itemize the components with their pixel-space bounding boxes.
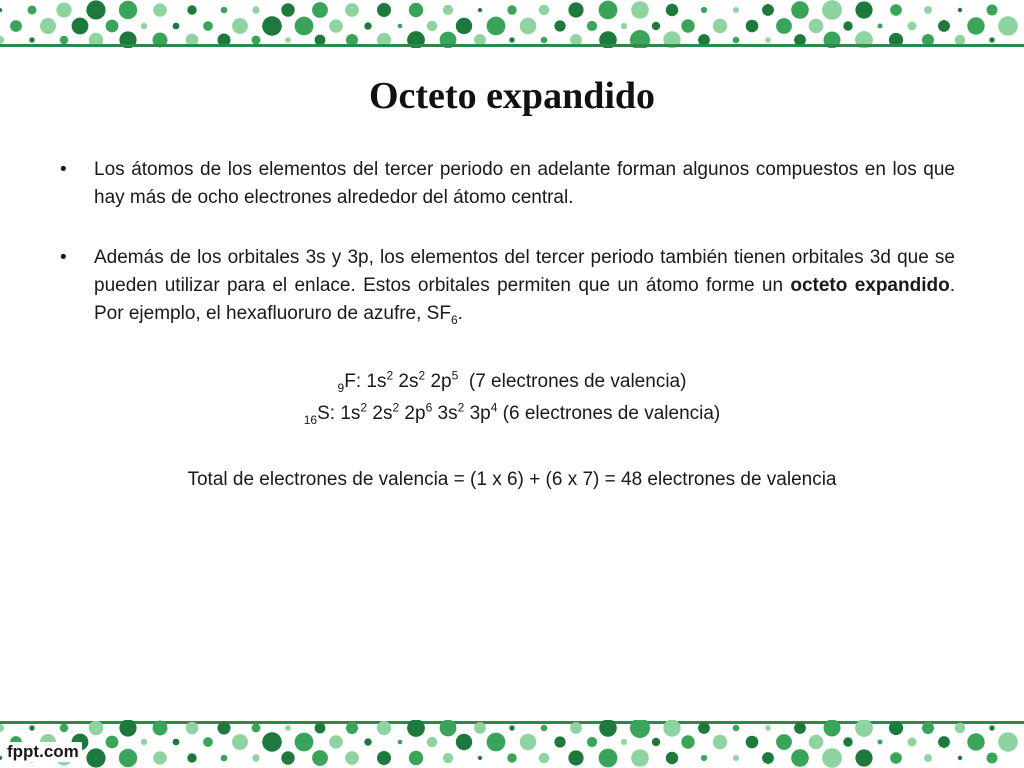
decor-dot [221,755,228,762]
decor-dot [153,751,167,765]
decor-dot [509,725,514,730]
decor-dot [822,0,842,20]
fluorine-atomic-number: 9 [337,380,345,395]
slide-title: Octeto expandido [368,75,656,117]
decor-dot [621,739,627,745]
decor-dot [733,755,739,761]
decor-dot [329,735,343,749]
decor-dot [173,739,180,746]
decor-dot [285,725,291,731]
decor-dot [652,738,660,746]
decor-dot [89,721,104,736]
decor-dot [541,37,548,44]
fluorine-exp-2: 2 [418,368,426,383]
decor-dot [345,751,359,765]
bullet-2-text: Además de los orbitales 3s y 3p, los elementos del tercer periodo también tienen orbitales 3d que se pueden utilizar para el enlace. Estos orbitales permiten que un átomo forme un [94,247,955,296]
sulfur-configuration [0,400,1024,428]
decor-dot [10,20,22,32]
decor-dot [570,722,582,734]
decor-dot [713,735,727,749]
decor-dot [989,37,994,42]
decor-dot [72,18,89,35]
decor-dot [791,749,809,767]
sf6-subscript: 6 [450,312,458,327]
decor-dot [822,748,842,768]
sulfur-exp-3: 6 [425,400,433,415]
decor-dot [398,24,403,29]
decor-dot [666,752,678,764]
decor-dot [262,732,282,752]
decor-dot [924,6,932,14]
decor-dot [989,725,994,730]
brand-logo: fppt.com [4,742,82,762]
decor-dot [60,36,68,44]
bottom-dot-band [0,720,1024,768]
decor-dot [364,22,371,29]
decor-dot [440,720,457,736]
decor-dot [456,18,472,34]
decor-dot [329,19,343,33]
decor-dot [377,3,391,17]
decor-dot [520,734,537,751]
decor-dot [631,749,649,767]
bullet-dot: • [60,159,67,180]
decor-dot [568,2,583,17]
decor-dot [762,4,774,16]
decor-dot [153,721,168,736]
bullet-1-text: Los átomos de los elementos del tercer periodo en adelante forman algunos compuestos en los que hay más de ocho electrones alrededor del átomo central. [94,159,955,208]
decor-dot [621,23,627,29]
sulfur-orbital-5: 3p [464,403,491,424]
total-valence-line: Total de electrones de valencia = (1 x 6) + (6 x 7) = 48 electrones de valencia [187,469,837,490]
decor-dot [232,734,248,750]
decor-dot [487,733,506,752]
decor-dot [890,752,902,764]
decor-dot [889,721,903,735]
decor-dot [762,752,774,764]
decor-dot [855,749,872,766]
decor-dot [587,737,597,747]
decor-dot [987,5,998,16]
decor-dot [878,740,883,745]
decor-dot [119,720,136,737]
decor-dot [443,753,453,763]
decor-dot [364,738,371,745]
decor-dot [186,722,199,735]
decor-dot [776,18,792,34]
decor-dot [924,754,932,762]
sulfur-orbital-2: 2s [367,403,393,424]
decor-dot [520,18,537,35]
bullet-2-bold: octeto expandido [790,275,950,296]
decor-dot [456,734,472,750]
decor-dot [141,739,147,745]
fluorine-exp-1: 2 [386,368,394,383]
decor-dot [312,750,328,766]
decor-dot [599,720,617,737]
bullet-2-text-cont: . Por ejemplo, el hexafluoruro de azufre, SF [94,275,955,324]
decor-dot [218,722,231,735]
sulfur-orbital-4: 3s [432,403,458,424]
decor-dot [890,4,902,16]
fluorine-orbital-2: 2s [393,371,419,392]
decor-dot [587,21,597,31]
decor-dot [0,36,4,44]
decor-dot [252,6,259,13]
sulfur-exp-5: 4 [490,400,498,415]
decor-dot [554,20,565,31]
fluorine-exp-3: 5 [451,368,459,383]
decor-dot [681,19,694,32]
decor-dot [262,16,282,36]
decor-dot [346,722,358,734]
decor-dot [908,738,917,747]
decor-dot [776,734,792,750]
decor-dot [599,1,618,20]
decor-dot [701,7,707,13]
decor-dot [666,4,678,16]
decor-dot [377,721,391,735]
decor-dot [409,751,423,765]
decor-dot [794,722,806,734]
bullet-dot: • [60,247,67,268]
decor-dot [29,37,34,42]
decor-dot [507,5,516,14]
decor-dot [998,732,1018,752]
decor-dot [701,755,707,761]
decor-dot [878,24,883,29]
decor-dot [663,720,680,737]
decor-dot [809,735,824,750]
decor-dot [443,5,453,15]
decor-dot [60,724,68,732]
decor-dot [809,19,824,34]
decor-dot [967,733,984,750]
decor-dot [855,1,872,18]
decor-dot [141,23,147,29]
bullet-item-1 [60,156,955,212]
decor-dot [281,751,294,764]
decor-dot [958,8,962,12]
decor-dot [478,756,482,760]
top-dot-band [0,0,1024,48]
decor-dot [0,756,2,760]
decor-dot [746,20,759,33]
decor-dot [427,21,437,31]
decor-dot [478,8,482,12]
decor-dot [0,724,4,732]
decor-dot [407,720,425,737]
decor-dot [281,3,294,16]
decor-dot [409,3,423,17]
bullet-2-end: . [457,303,463,324]
fluorine-symbol: F: 1s [344,371,387,392]
sulfur-exp-1: 2 [360,400,368,415]
decor-dot [203,21,213,31]
decor-dot [40,18,56,34]
decor-dot [746,736,759,749]
bullet-list [60,156,955,360]
decor-dot [398,740,403,745]
decor-dot [345,3,359,17]
top-dot-pattern [0,0,1024,48]
decor-dot [955,723,966,734]
decor-dot [855,720,873,737]
decor-dot [681,735,694,748]
decor-dot [698,722,710,734]
sulfur-exp-2: 2 [392,400,400,415]
decor-dot [232,18,248,34]
bottom-dot-pattern [0,720,1024,768]
decor-dot [252,754,259,761]
decor-dot [295,733,314,752]
top-rule [0,44,1024,47]
decor-dot [106,20,119,33]
decor-dot [153,3,167,17]
decor-dot [427,737,437,747]
sulfur-orbital-3: 2p [399,403,426,424]
decor-dot [86,0,105,19]
decor-dot [28,6,37,15]
decor-dot [765,725,770,730]
decor-dot [509,37,514,42]
decor-dot [539,5,549,15]
bullet-item-2 [60,244,955,328]
decor-dot [187,5,196,14]
fluorine-note: (7 electrones de valencia) [458,371,687,392]
decor-dot [29,725,34,730]
decor-dot [922,722,934,734]
decor-dot [187,753,196,762]
decor-dot [631,1,649,19]
decor-dot [938,20,950,32]
decor-dot [967,17,984,34]
decor-dot [824,720,841,737]
decor-dot [765,37,770,42]
sulfur-atomic-number: 16 [303,412,318,427]
decor-dot [285,37,291,43]
decor-dot [958,756,962,760]
decor-dot [843,21,852,30]
decor-dot [86,748,105,767]
decor-dot [312,2,328,18]
decor-dot [908,22,917,31]
decor-dot [791,1,809,19]
decor-dot [539,753,549,763]
decor-dot [315,723,326,734]
decor-dot [507,753,516,762]
fluorine-configuration [0,368,1024,396]
decor-dot [554,736,565,747]
decor-dot [541,725,548,732]
decor-dot [987,753,998,764]
decor-dot [56,2,71,17]
sulfur-exp-4: 2 [457,400,465,415]
decor-dot [733,725,740,732]
sulfur-symbol: S: 1s [317,403,361,424]
decor-dot [119,1,137,19]
decor-dot [599,749,618,768]
decor-dot [998,16,1018,36]
decor-dot [295,17,314,36]
decor-dot [938,736,950,748]
decor-dot [843,737,852,746]
decor-dot [252,724,261,733]
decor-dot [221,7,228,14]
decor-dot [733,7,739,13]
decor-dot [106,736,119,749]
decor-dot [173,23,180,30]
fluorine-orbital-3: 2p [425,371,452,392]
decor-dot [119,749,137,767]
decor-dot [487,17,506,36]
decor-dot [713,19,727,33]
decor-dot [377,751,391,765]
decor-dot [630,720,650,738]
decor-dot [733,37,740,44]
sulfur-note: (6 electrones de valencia) [497,403,721,424]
decor-dot [0,8,2,12]
decor-dot [474,722,486,734]
decor-dot [568,750,583,765]
decor-dot [652,22,660,30]
decor-dot [203,737,213,747]
